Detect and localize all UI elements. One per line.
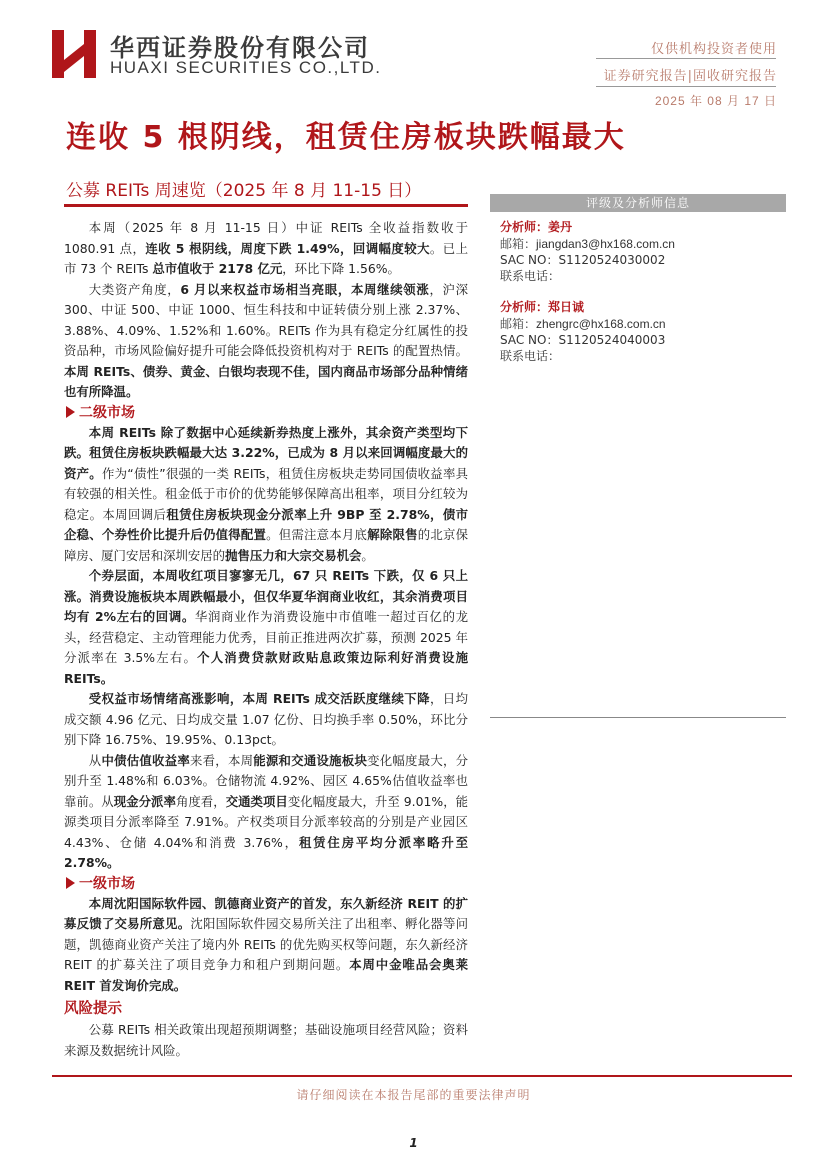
huaxi-logo-icon: [52, 30, 96, 78]
paragraph-risk: 公募 REITs 相关政策出现超预期调整；基础设施项目经营风险；资料来源及数据统计风险。: [64, 1022, 468, 1058]
analyst-sac: SAC NO：S1120524040003: [500, 333, 666, 347]
report-body: [64, 218, 468, 1061]
paragraph-primary: 本周沈阳国际软件园、凯德商业资产的首发，东久新经济 REIT 的扩募反馈了交易所意见。沈阳国际软件园交易所关注了出租率、孵化器等问题，凯德商业资产关注了境内外 REITs 的优先购买权等问题，东久新经济 REIT 的扩募关注了项目竞争力和租户到期问题。本周中金唯品会奥莱 REIT 首发询价完成。: [64, 895, 469, 993]
paragraph-secondary-2: 个券层面，本周收红项目寥寥无几，67 只 REITs 下跌，仅 6 只上涨。消费设施板块本周跌幅最小，但仅华夏华润商业收红，其余消费项目均有 2%左右的回调。华润商业作为消费设施中市值唯一超过百亿的龙头，经营稳定、主动管理能力优秀，目前正推进两次扩募，预测 2025 年分派率在 3.5%左右。个人消费贷款财政贴息政策边际利好消费设施 REITs。: [64, 568, 468, 686]
report-subtitle: 公募 REITs 周速览（2025 年 8 月 11-15 日）: [66, 181, 422, 201]
paragraph-secondary-1: 本周 REITs 除了数据中心延续新券热度上涨外，其余资产类型均下跌。租赁住房板块跌幅最大达 3.22%，已成为 8 月以来回调幅度最大的资产。作为“债性”很强的一类 REITs，租赁住房板块走势同国债收益率具有较强的相关性。租金低于市价的优势能够保障高出租率，项目分红较为稳定。本周回调后租赁住房板块现金分派率上升 9BP 至 2.78%，债市企稳、个券性价比提升后仍值得配置。但需注意本月底解除限售的北京保障房、厦门安居和深圳安居的抛售压力和大宗交易机会。: [64, 424, 469, 563]
company-name-cn: 华西证券股份有限公司: [110, 34, 370, 62]
paragraph-secondary-4: 从中债估值收益率来看，本周能源和交通设施板块变化幅度最大，分别升至 1.48%和 6.03%。仓储物流 4.92%、园区 4.65%估值收益率也靠前。从现金分派率角度看，交通类项目变化幅度最大，升至 9.01%，能源类项目分派率降至 7.91%。产权类项目分派率较高的分别是产业园区 4.43%、仓储 4.04%和消费 3.76%，租赁住房平均分派率略升至 2.78%。: [64, 752, 469, 870]
paragraph-secondary-3: 受权益市场情绪高涨影响，本周 REITs 成交活跃度继续下降，日均成交额 4.96 亿元、日均成交量 1.07 亿份、日均换手率 0.50%，环比分别下降 16.75%、19.95%、0.13pct。: [64, 691, 468, 747]
analyst-email[interactable]: jiangdan3@hx168.com.cn: [536, 237, 675, 251]
analyst-sac: SAC NO：S1120524030002: [500, 253, 666, 267]
subtitle-underline: [64, 204, 468, 207]
sidebar-heading: 评级及分析师信息: [490, 194, 786, 212]
section-secondary-market: 二级市场: [66, 403, 468, 423]
audience-note: 仅供机构投资者使用: [650, 42, 777, 57]
email-label: 邮箱：: [500, 237, 537, 251]
analyst-email[interactable]: zhengrc@hx168.com.cn: [536, 317, 666, 331]
email-label: 邮箱：: [500, 317, 537, 331]
paragraph-summary: 本周（2025 年 8 月 11-15 日）中证 REITs 全收益指数收于 1080.91 点，连收 5 根阴线，周度下跌 1.49%，回调幅度较大。已上市 73 个 REITs 总市值收于 2178 亿元，环比下降 1.56%。: [64, 220, 468, 276]
section-risk: 风险提示: [64, 1001, 122, 1017]
analyst-name: 分析师：郑日诚: [500, 300, 585, 314]
analyst-info-box: [490, 212, 786, 718]
phone-label: 联系电话：: [500, 269, 561, 283]
company-name-en: HUAXI SECURITIES CO.,LTD.: [110, 58, 382, 77]
analyst-name: 分析师：姜丹: [500, 220, 573, 234]
legal-disclaimer: 请仔细阅读在本报告尾部的重要法律声明: [296, 1088, 531, 1102]
arrow-right-icon: [66, 406, 75, 418]
analyst-card: [500, 218, 776, 284]
arrow-right-icon: [66, 877, 75, 889]
report-title: 连收 5 根阴线，租赁住房板块跌幅最大: [66, 120, 626, 155]
report-date: 2025 年 08 月 17 日: [654, 94, 777, 108]
footer-divider: [52, 1075, 792, 1077]
analyst-sidebar: [490, 194, 786, 718]
paragraph-asset-classes: 大类资产角度，6 月以来权益市场相当亮眼，本周继续领涨，沪深 300、中证 500、中证 1000、恒生科技和中证转债分别上涨 2.37%、3.88%、4.09%、1.52%和 1.60%。REITs 作为具有稳定分红属性的投资品种，市场风险偏好提升可能会降低投资机构对于 REITs 的配置热情。本周 REITs、债券、黄金、白银均表现不佳，国内商品市场部分品种情绪也有所降温。: [64, 281, 469, 399]
header-divider: [596, 58, 776, 59]
report-type: 证券研究报告|固收研究报告: [603, 69, 777, 84]
header-divider: [596, 86, 776, 87]
section-primary-market: 一级市场: [66, 874, 468, 894]
phone-label: 联系电话：: [500, 349, 561, 363]
page-number: 1: [409, 1136, 418, 1150]
analyst-card: [500, 298, 776, 364]
